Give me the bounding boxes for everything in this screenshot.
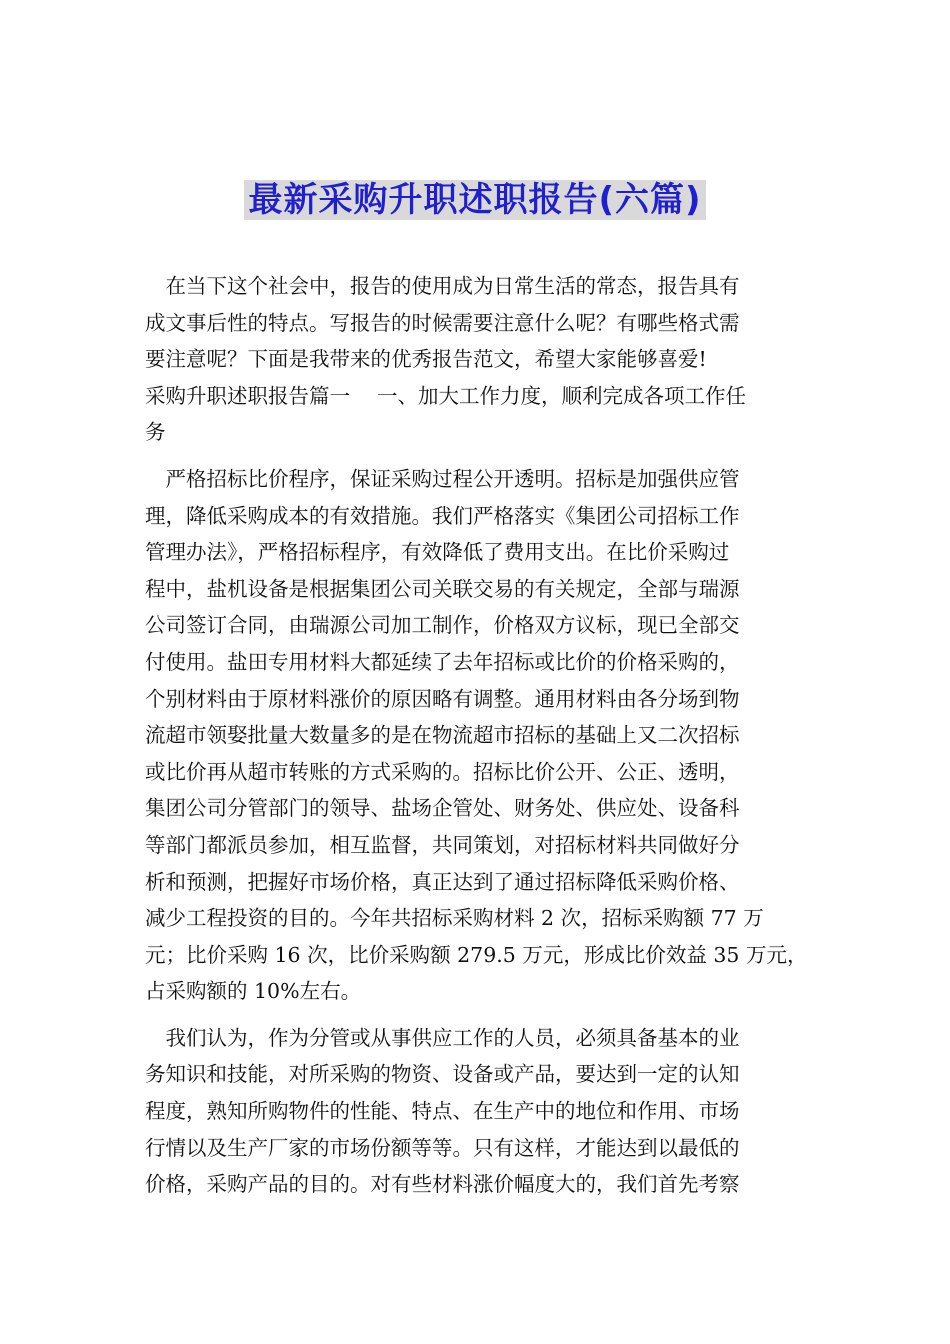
text-line: 价格，采购产品的目的。对有些材料涨价幅度大的，我们首先考察 bbox=[145, 1172, 740, 1197]
text-line: 行情以及生产厂家的市场份额等等。只有这样，才能达到以最低的 bbox=[145, 1135, 740, 1160]
text-line: 在当下这个社会中，报告的使用成为日常生活的常态，报告具有 bbox=[145, 274, 740, 298]
text-line: 采购升职述职报告篇一 一、加大工作力度，顺利完成各项工作任 bbox=[145, 383, 747, 408]
text-line: 付使用。盐田专用材料大都延续了去年招标或比价的价格采购的， bbox=[145, 649, 740, 674]
text-line: 成文事后性的特点。写报告的时候需要注意什么呢？有哪些格式需 bbox=[145, 310, 740, 335]
text-line: 减少工程投资的目的。今年共招标采购材料 2 次，招标采购额 77 万 bbox=[145, 906, 764, 931]
text-line: 占采购额的 10%左右。 bbox=[145, 979, 362, 1004]
text-line: 理，降低采购成本的有效措施。我们严格落实《集团公司招标工作 bbox=[145, 503, 740, 528]
document-title-text: 最新采购升职述职报告(六篇) bbox=[244, 180, 705, 220]
text-line: 管理办法》，严格招标程序，有效降低了费用支出。在比价采购过 bbox=[145, 540, 730, 565]
text-line: 务知识和技能，对所采购的物资、设备或产品，要达到一定的认知 bbox=[145, 1062, 740, 1087]
text-line: 程中，盐机设备是根据集团公司关联交易的有关规定，全部与瑞源 bbox=[145, 576, 740, 601]
document-title bbox=[0, 176, 950, 224]
text-line: 集团公司分管部门的领导、盐场企管处、财务处、供应处、设备科 bbox=[145, 796, 740, 821]
text-line: 我们认为，作为分管或从事供应工作的人员，必须具备基本的业 bbox=[145, 1025, 740, 1050]
paragraph-gap bbox=[145, 1010, 811, 1020]
text-line: 公司签订合同，由瑞源公司加工制作，价格双方议标，现已全部交 bbox=[145, 613, 740, 638]
text-line: 个别材料由于原材料涨价的原因略有调整。通用材料由各分场到物 bbox=[145, 686, 740, 711]
text-line: 等部门都派员参加，相互监督，共同策划，对招标材料共同做好分 bbox=[145, 832, 740, 857]
text-line: 程度，熟知所购物件的性能、特点、在生产中的地位和作用、市场 bbox=[145, 1099, 740, 1124]
text-line: 严格招标比价程序，保证采购过程公开透明。招标是加强供应管 bbox=[145, 466, 740, 491]
text-line: 要注意呢？下面是我带来的优秀报告范文，希望大家能够喜爱! bbox=[145, 347, 707, 372]
text-line: 流超市领娶批量大数量多的是在物流超市招标的基础上又二次招标 bbox=[145, 723, 740, 748]
document-body bbox=[145, 268, 811, 1203]
text-line: 元；比价采购 16 次，比价采购额 279.5 万元，形成比价效益 35 万元， bbox=[145, 942, 808, 967]
text-line: 务 bbox=[145, 420, 166, 445]
text-line: 析和预测，把握好市场价格，真正达到了通过招标降低采购价格、 bbox=[145, 869, 740, 894]
text-line: 或比价再从超市转账的方式采购的。招标比价公开、公正、透明， bbox=[145, 759, 740, 784]
paragraph-gap bbox=[145, 451, 811, 461]
